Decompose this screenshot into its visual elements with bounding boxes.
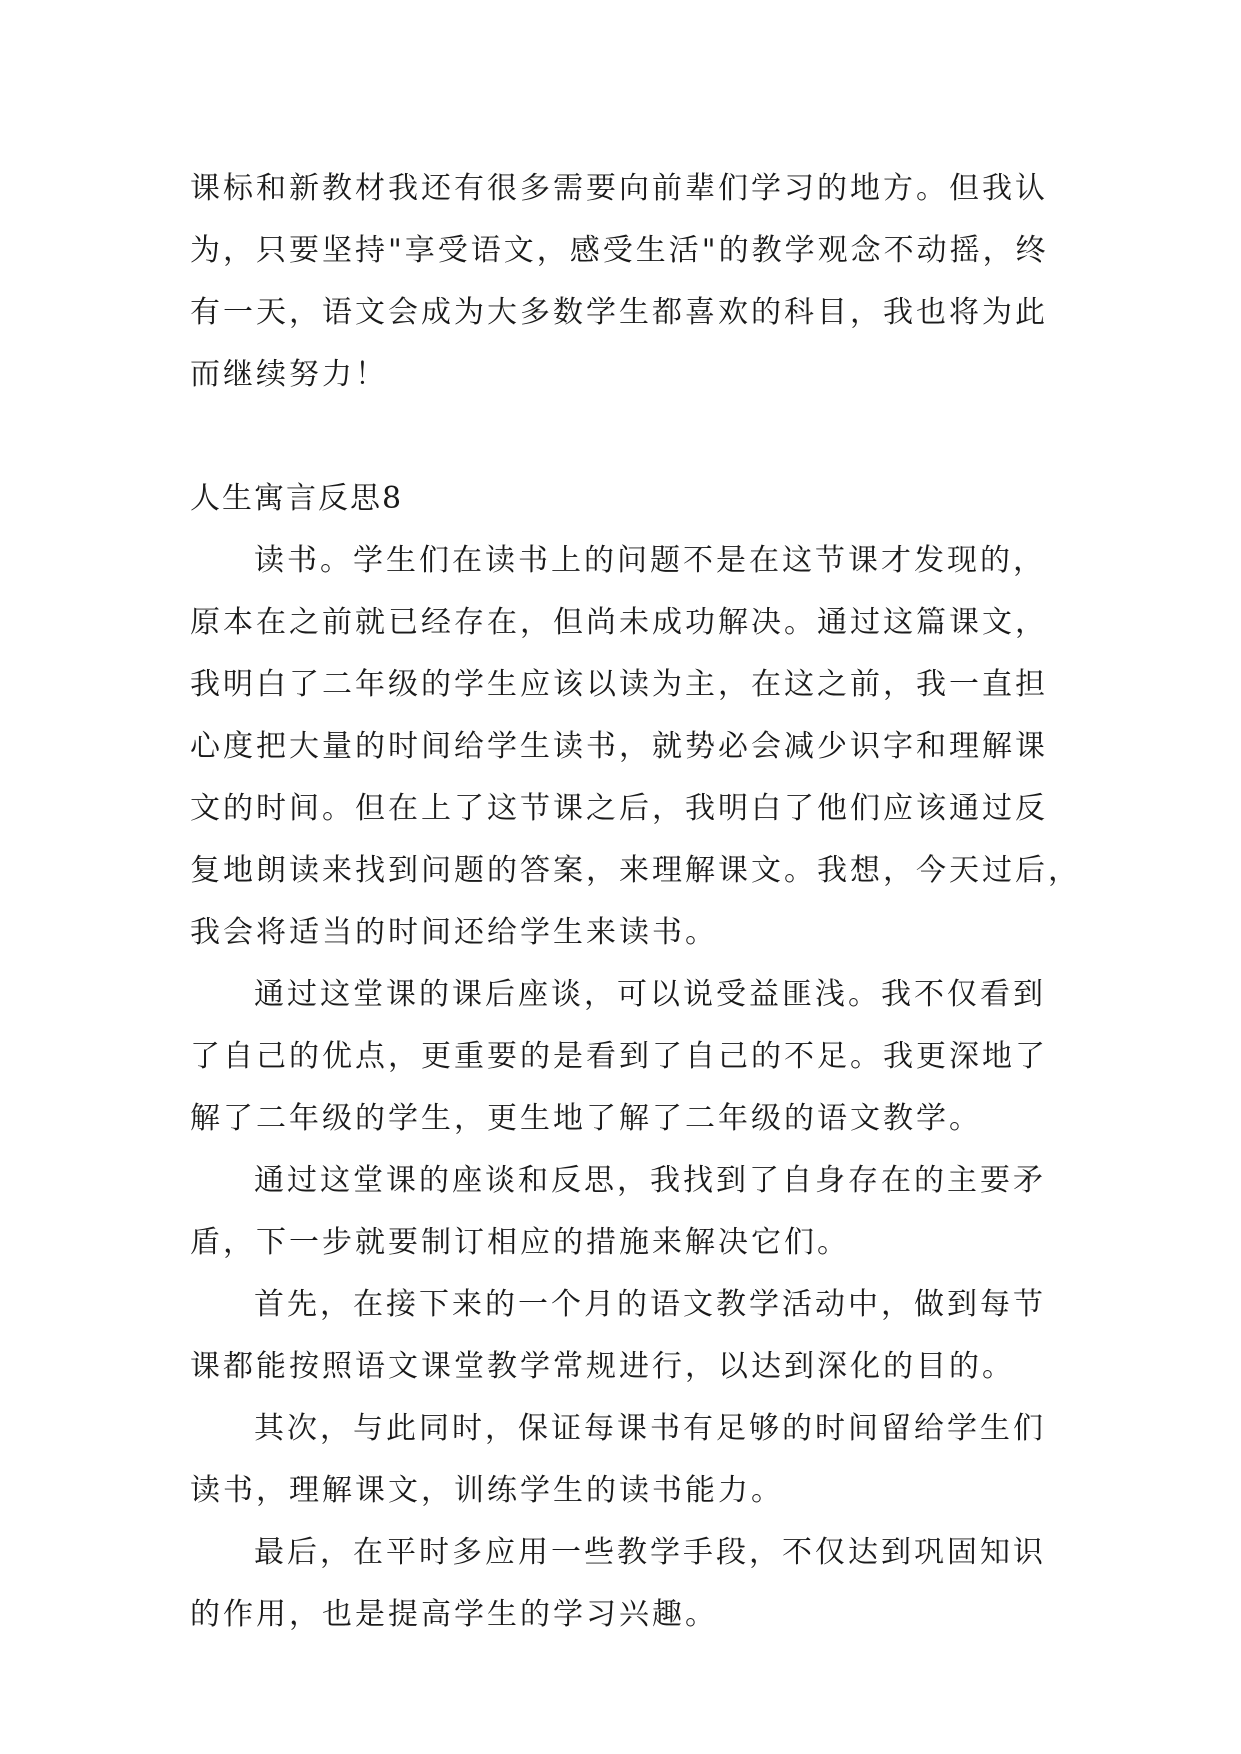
paragraph-last	[190, 1522, 1050, 1646]
text-line: 解了二年级的学生，更生地了解了二年级的语文教学。	[190, 1101, 982, 1136]
text-line: 通过这堂课的课后座谈，可以说受益匪浅。我不仅看到	[254, 977, 1046, 1012]
paragraph-discussion	[190, 964, 1050, 1150]
text-line: 而继续努力！	[190, 357, 388, 392]
paragraph-second	[190, 1398, 1050, 1522]
text-line: 盾，下一步就要制订相应的措施来解决它们。	[190, 1225, 850, 1260]
text-line: 其次，与此同时，保证每课书有足够的时间留给学生们	[254, 1411, 1046, 1446]
text-line: 我明白了二年级的学生应该以读为主，在这之前，我一直担	[190, 667, 1048, 702]
text-line: 课都能按照语文课堂教学常规进行，以达到深化的目的。	[190, 1349, 1015, 1384]
continuation-paragraph	[190, 158, 1050, 406]
section-gap	[190, 406, 1050, 468]
text-line: 最后，在平时多应用一些教学手段，不仅达到巩固知识	[254, 1535, 1046, 1570]
paragraph-first	[190, 1274, 1050, 1398]
text-line: 的作用，也是提高学生的学习兴趣。	[190, 1597, 718, 1632]
text-line: 通过这堂课的座谈和反思，我找到了自身存在的主要矛	[254, 1163, 1046, 1198]
paragraph-reflection	[190, 1150, 1050, 1274]
text-line: 了自己的优点，更重要的是看到了自己的不足。我更深地了	[190, 1039, 1048, 1074]
text-line: 我会将适当的时间还给学生来读书。	[190, 915, 718, 950]
text-line: 原本在之前就已经存在，但尚未成功解决。通过这篇课文，	[190, 605, 1048, 640]
text-line: 心度把大量的时间给学生读书，就势必会减少识字和理解课	[190, 729, 1048, 764]
text-line: 有一天，语文会成为大多数学生都喜欢的科目，我也将为此	[190, 295, 1048, 330]
document-body	[190, 158, 1081, 1646]
text-line: 文的时间。但在上了这节课之后，我明白了他们应该通过反	[190, 791, 1048, 826]
section-title: 人生寓言反思8	[190, 481, 404, 516]
paragraph-reading	[190, 530, 1081, 964]
text-line: 读书。学生们在读书上的问题不是在这节课才发现的，	[254, 543, 1046, 578]
text-line: 课标和新教材我还有很多需要向前辈们学习的地方。但我认	[190, 171, 1048, 206]
text-line: 复地朗读来找到问题的答案，来理解课文。我想，今天过后，	[190, 853, 1081, 888]
text-line: 首先，在接下来的一个月的语文教学活动中，做到每节	[254, 1287, 1046, 1322]
text-line: 为，只要坚持"享受语文，感受生活"的教学观念不动摇，终	[190, 233, 1049, 268]
text-line: 读书，理解课文，训练学生的读书能力。	[190, 1473, 784, 1508]
